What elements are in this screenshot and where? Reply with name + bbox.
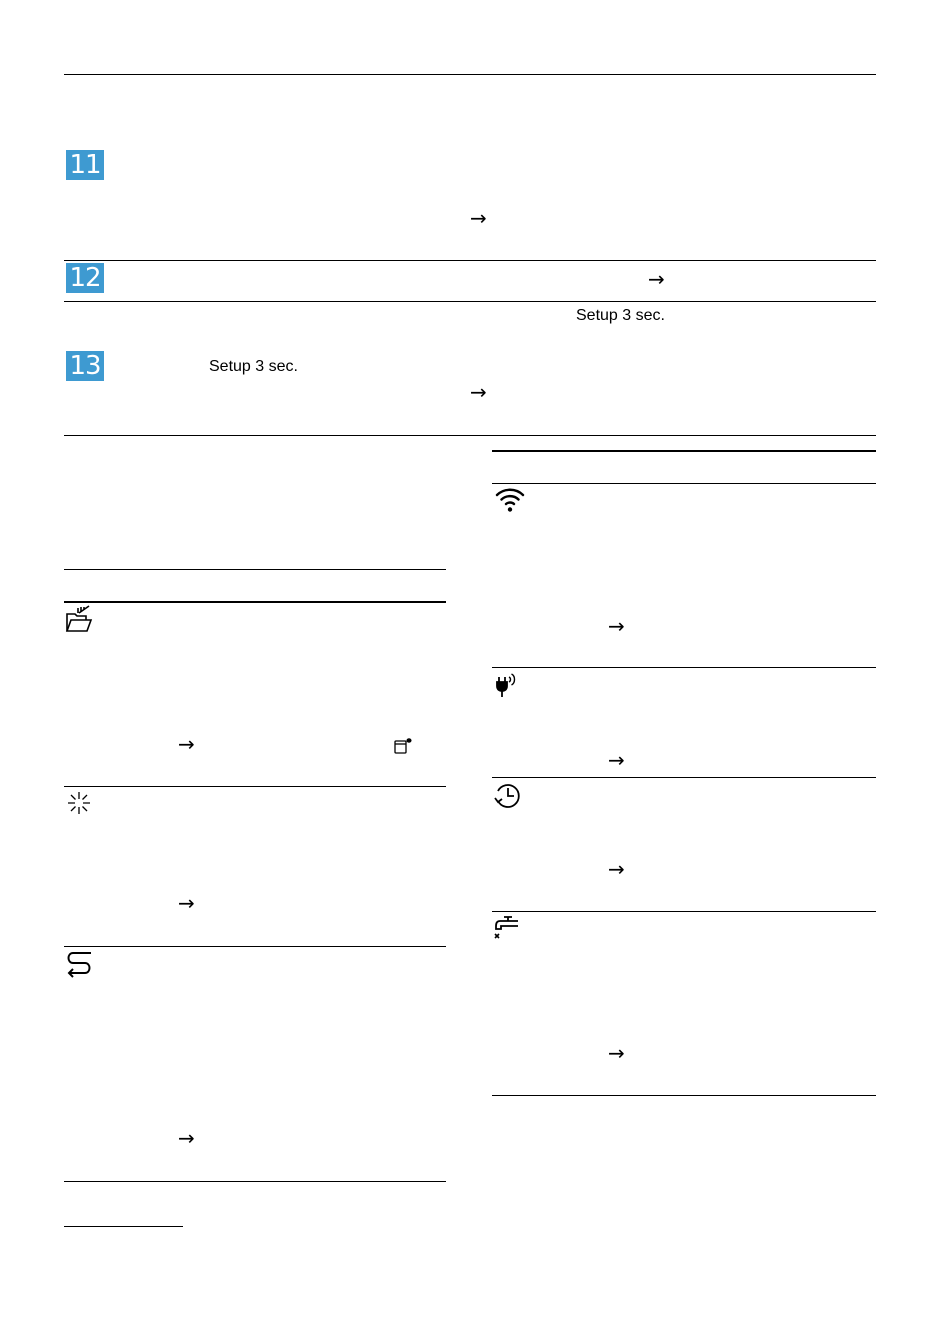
reactivate-cycle-icon [64, 950, 94, 978]
step-13-rule [64, 435, 876, 436]
right-table-top-rule [492, 450, 876, 452]
step-11-badge: 11 [66, 150, 104, 180]
right-row-rule-3 [492, 911, 876, 912]
step-11-rule [64, 260, 876, 261]
step-13-arrow: → [470, 380, 487, 404]
top-rule [64, 74, 876, 75]
footnote-rule [64, 1226, 183, 1227]
door-open-icon [64, 604, 94, 634]
rinse-aid-sparkle-icon [66, 790, 92, 816]
sparkle-row-arrow: → [178, 891, 195, 915]
step-12-badge: 12 [66, 263, 104, 293]
reactivate-row-arrow: → [178, 1126, 195, 1150]
left-row-rule-2 [64, 946, 446, 947]
tap-row-arrow: → [608, 1041, 625, 1065]
right-row-rule-2 [492, 777, 876, 778]
plug-row-arrow: → [608, 748, 625, 772]
step-13-badge: 13 [66, 351, 104, 381]
step-12-setup-text: Setup 3 sec. [576, 307, 665, 324]
step-12-rule [64, 301, 876, 302]
right-row-rule-1 [492, 667, 876, 668]
remote-start-plug-icon [494, 671, 518, 699]
clock-row-arrow: → [608, 857, 625, 881]
step-13-setup-text: Setup 3 sec. [209, 358, 298, 375]
left-table-bottom-rule [64, 1181, 446, 1182]
wifi-row-arrow: → [608, 614, 625, 638]
step-12-arrow: → [648, 267, 665, 291]
left-table-top-rule [64, 569, 446, 570]
left-table-header-rule [64, 601, 446, 603]
right-table-header-rule [492, 483, 876, 484]
delay-clock-icon [493, 781, 523, 811]
water-tap-off-icon [492, 914, 522, 944]
step-11-arrow: → [470, 206, 487, 230]
dishwasher-care-icon [393, 736, 413, 756]
left-row-rule-1 [64, 786, 446, 787]
door-row-arrow: → [178, 732, 195, 756]
wifi-icon [494, 486, 526, 514]
right-table-bottom-rule [492, 1095, 876, 1096]
